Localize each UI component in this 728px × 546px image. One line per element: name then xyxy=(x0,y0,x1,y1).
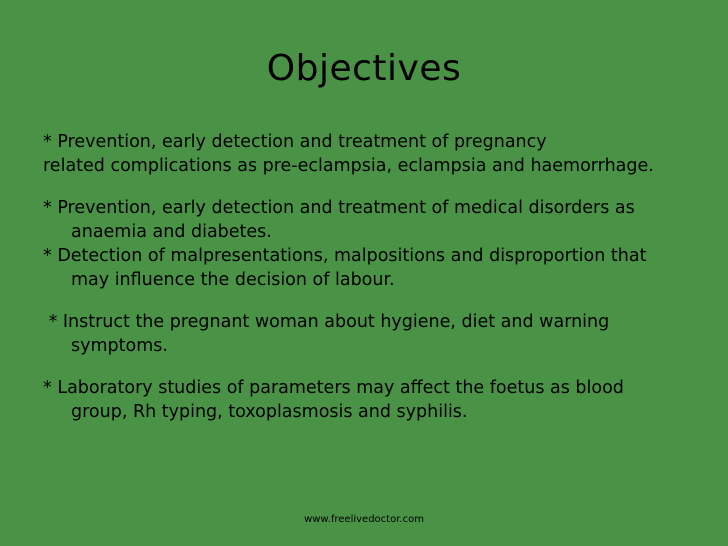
paragraph-spacer xyxy=(43,178,703,196)
paragraph-spacer xyxy=(43,358,703,376)
objective-line: symptoms. xyxy=(71,336,168,356)
footer-url: www.freelivedoctor.com xyxy=(304,514,424,525)
objective-item-3 xyxy=(43,244,703,292)
objective-line: * Prevention, early detection and treatment of pregnancy xyxy=(43,132,547,152)
objective-line: may influence the decision of labour. xyxy=(71,270,395,290)
objective-item-4 xyxy=(43,310,703,358)
objective-line: * Detection of malpresentations, malpositions and disproportion that xyxy=(43,246,647,266)
objective-item-5 xyxy=(43,376,703,424)
objective-item-1 xyxy=(43,130,703,178)
slide-title: Objectives xyxy=(266,48,462,89)
objective-line: anaemia and diabetes. xyxy=(71,222,272,242)
objective-line: * Instruct the pregnant woman about hygiene, diet and warning xyxy=(43,312,610,332)
objective-line: related complications as pre-eclampsia, eclampsia and haemorrhage. xyxy=(43,156,654,176)
objective-line: group, Rh typing, toxoplasmosis and syphilis. xyxy=(71,402,468,422)
paragraph-spacer xyxy=(43,292,703,310)
slide-body xyxy=(43,130,703,424)
objective-line: * Laboratory studies of parameters may affect the foetus as blood xyxy=(43,378,624,398)
objective-item-2 xyxy=(43,196,703,244)
objective-line: * Prevention, early detection and treatment of medical disorders as xyxy=(43,198,635,218)
